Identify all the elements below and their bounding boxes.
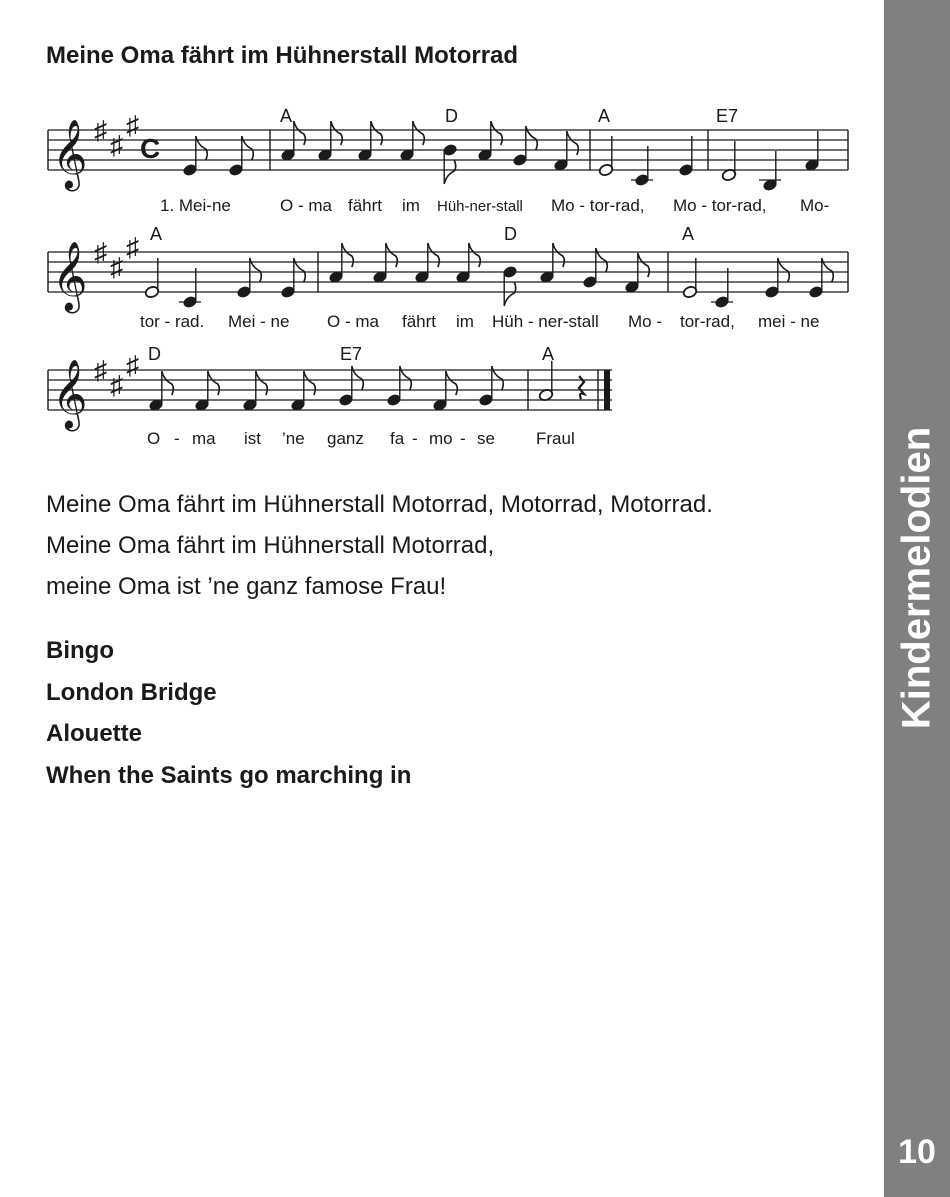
- lyric-syllable: fährt: [348, 196, 383, 215]
- song-list-item: London Bridge: [46, 678, 217, 706]
- sharp: ♯: [110, 130, 123, 160]
- flag: [567, 131, 579, 155]
- song-title: Meine Oma fährt im Hühnerstall Motorrad: [46, 42, 519, 69]
- lyric-syllable: mei - ne: [758, 312, 820, 331]
- song-list-item: Alouette: [46, 720, 142, 747]
- sharp: ♯: [94, 237, 107, 267]
- verse-line: Meine Oma fährt im Hühnerstall Motorrad,: [46, 532, 495, 559]
- lyric-syllable: se: [477, 429, 495, 448]
- chord-symbol: E7: [716, 106, 739, 126]
- common-time: C: [140, 133, 161, 164]
- flag: [342, 243, 354, 267]
- lyric-syllable: O - ma: [280, 196, 332, 215]
- sharp: ♯: [110, 370, 123, 400]
- lyric-syllable: fa: [390, 429, 405, 448]
- lyric-syllable: im: [402, 196, 420, 215]
- treble-clef: 𝄞: [52, 242, 88, 309]
- section-label: Kindermelodien: [894, 426, 939, 730]
- flag: [331, 121, 343, 145]
- lyric-syllable: Hüh - ner-stall: [492, 312, 599, 331]
- sharp: ♯: [126, 232, 139, 262]
- lyric-syllable: ’ne: [282, 429, 305, 448]
- chord-symbol: A: [542, 344, 555, 364]
- flag: [413, 121, 425, 145]
- flag: [386, 243, 398, 267]
- chord-symbol: D: [445, 106, 458, 126]
- chord-symbol: A: [682, 224, 695, 244]
- lyric-syllable: ist: [244, 429, 261, 448]
- lyric-syllable: tor - rad.: [140, 312, 205, 331]
- chord-symbol: D: [504, 224, 517, 244]
- chord-symbol: A: [598, 106, 611, 126]
- lyric-syllable: fährt: [402, 312, 437, 331]
- chord-symbol: A: [150, 224, 163, 244]
- flag: [371, 121, 383, 145]
- verse-line: Meine Oma fährt im Hühnerstall Motorrad, Motorrad, Motorrad.: [46, 491, 713, 518]
- lyric-syllable: mo: [429, 429, 453, 448]
- sharp: ♯: [94, 115, 107, 145]
- lyric-syllable: Mo - tor-rad,: [673, 196, 767, 215]
- sharp: ♯: [94, 355, 107, 385]
- verse-text: [46, 484, 713, 607]
- lyric-syllable: -: [412, 429, 418, 448]
- lyric-syllable: im: [456, 312, 474, 331]
- flag: [469, 243, 481, 267]
- sheet-music: [0, 0, 884, 470]
- lyric-syllable: Mo-: [800, 196, 830, 215]
- sharp: ♯: [126, 110, 139, 140]
- flag: [446, 371, 458, 395]
- lyric-syllable: Hüh-ner-stall: [437, 198, 523, 215]
- lyric-syllable: ganz: [327, 429, 364, 448]
- song-list-item: Bingo: [46, 637, 114, 664]
- chord-symbol: A: [280, 106, 293, 126]
- page-number: 10: [898, 1133, 936, 1171]
- flag: [638, 253, 650, 277]
- flag: [208, 371, 220, 395]
- lyric-syllable: O: [147, 429, 161, 448]
- sharp: ♯: [126, 350, 139, 380]
- lyric-syllable: -: [174, 429, 180, 448]
- lyric-syllable: Mo -: [628, 312, 662, 331]
- flag: [294, 121, 306, 145]
- lyric-syllable: -: [460, 429, 466, 448]
- lyric-syllable: Mei - ne: [228, 312, 290, 331]
- flag: [304, 371, 316, 395]
- verse-line: meine Oma ist ’ne ganz famose Frau!: [46, 573, 447, 600]
- treble-clef: 𝄞: [52, 120, 88, 187]
- lyric-syllable: ma: [192, 429, 216, 448]
- lyric-syllable: 1. Mei-ne: [160, 196, 231, 215]
- flag: [444, 160, 456, 184]
- sharp: ♯: [110, 252, 123, 282]
- chord-symbol: D: [148, 344, 161, 364]
- lyric-syllable: tor-rad,: [680, 312, 735, 331]
- flag: [256, 371, 267, 395]
- chord-symbol: E7: [340, 344, 363, 364]
- flag: [504, 282, 516, 306]
- lyric-syllable: Fraul: [536, 429, 575, 448]
- flag: [553, 243, 565, 267]
- lyric-syllable: O - ma: [327, 312, 379, 331]
- lyric-syllable: Mo - tor-rad,: [551, 196, 645, 215]
- treble-clef: 𝄞: [52, 360, 88, 427]
- song-list: [46, 630, 411, 796]
- song-list-item: When the Saints go marching in: [46, 761, 412, 789]
- notation: [48, 110, 848, 431]
- flag: [428, 243, 440, 267]
- flag: [162, 371, 174, 395]
- flag: [491, 121, 503, 145]
- final-barline: [604, 370, 610, 410]
